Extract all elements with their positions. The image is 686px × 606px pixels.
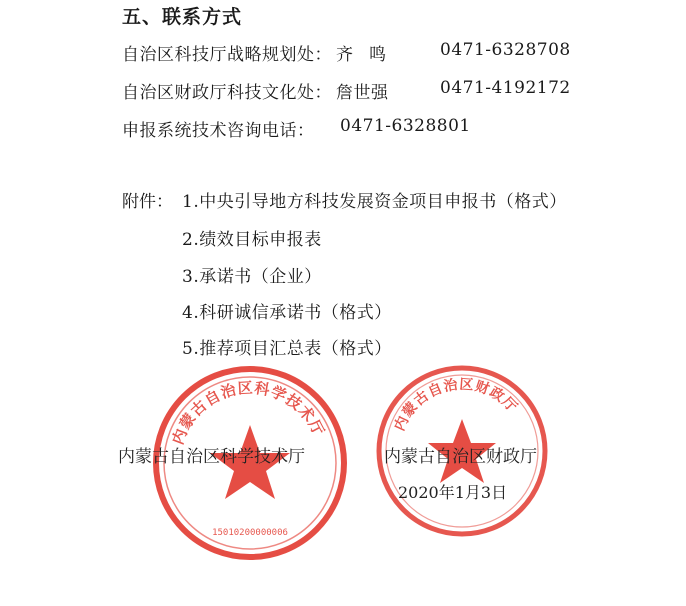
contact-org: 申报系统技术咨询电话：	[122, 121, 315, 141]
attachment-item: 2.绩效目标申报表	[182, 230, 322, 250]
contact-person: 詹世强	[336, 83, 389, 103]
attachment-item: 5.推荐项目汇总表（格式）	[182, 339, 392, 359]
signature-finance-department: 内蒙古自治区财政厅	[384, 447, 537, 467]
contact-person: 齐鸣	[336, 45, 402, 65]
contact-org: 自治区科技厅战略规划处：	[122, 45, 332, 65]
seal-code: 15010200000006	[212, 528, 288, 538]
contact-org: 自治区财政厅科技文化处：	[122, 83, 332, 103]
contact-row-strategy	[122, 40, 571, 65]
signature-science-department: 内蒙古自治区科学技术厅	[118, 447, 305, 467]
contact-phone: 0471-6328708	[440, 40, 571, 60]
contact-phone: 0471-6328801	[340, 116, 471, 136]
contact-row-support	[122, 116, 471, 141]
seal-text: 内蒙古自治区科学技术厅	[168, 378, 329, 447]
attachment-item: 4.科研诚信承诺书（格式）	[182, 303, 392, 323]
attachment-item: 3.承诺书（企业）	[182, 267, 322, 287]
section-heading: 五、联系方式	[122, 6, 243, 28]
attachments-label: 附件：	[122, 192, 173, 212]
contact-row-finance	[122, 78, 571, 103]
attachment-item: 1.中央引导地方科技发展资金项目申报书（格式）	[182, 192, 567, 212]
signature-date: 2020年1月3日	[398, 483, 508, 502]
seal-text: 内蒙古自治区财政厅	[391, 376, 521, 434]
contact-phone: 0471-4192172	[440, 78, 571, 98]
